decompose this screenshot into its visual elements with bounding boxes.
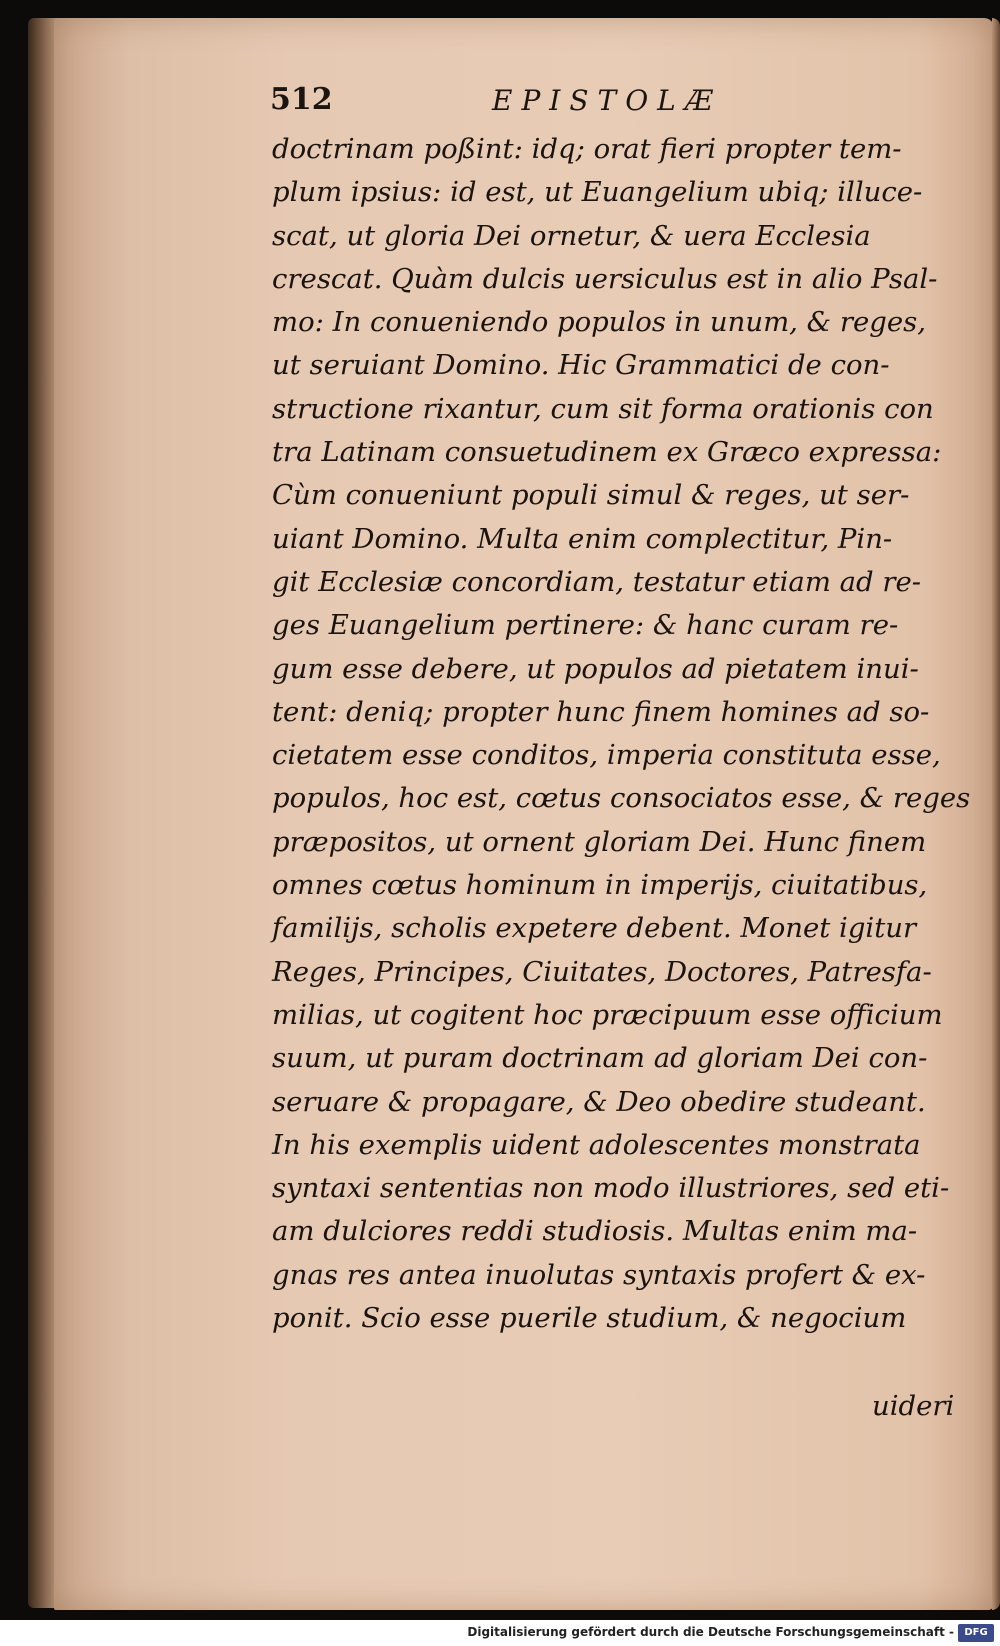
- text-line: syntaxi sententias non modo illustriores, sed eti-: [272, 1172, 950, 1205]
- page-number: 512: [270, 82, 333, 117]
- text-line: gum esse debere, ut populos ad pietatem inui-: [272, 652, 919, 685]
- text-line: mo: In conueniendo populos in unum, & reges,: [272, 306, 926, 339]
- text-line: præpositos, ut ornent gloriam Dei. Hunc finem: [272, 825, 927, 858]
- catchword: uideri: [872, 1390, 955, 1422]
- running-head: [270, 82, 910, 130]
- dfg-logo[interactable]: DFG: [958, 1624, 994, 1642]
- body-text: [272, 128, 971, 1340]
- text-line: suum, ut puram doctrinam ad gloriam Dei con-: [272, 1042, 928, 1075]
- text-line: am dulciores reddi studiosis. Multas enim ma-: [272, 1215, 918, 1248]
- text-line: tra Latinam consuetudinem ex Græco expressa:: [272, 436, 942, 469]
- text-line: ges Euangelium pertinere: & hanc curam re-: [272, 609, 899, 642]
- text-line: plum ipsius: id est, ut Euangelium ubiq; illuce-: [272, 176, 923, 209]
- header-title: EPISTOLÆ: [492, 84, 722, 117]
- text-line: crescat. Quàm dulcis uersiculus est in alio Psal-: [272, 262, 938, 295]
- footer-bar: [0, 1620, 1000, 1646]
- text-line: doctrinam poßint: idq; orat fieri propter tem-: [272, 133, 902, 165]
- text-line: populos, hoc est, cœtus consociatos esse, & reges: [272, 782, 971, 815]
- funding-credit: Digitalisierung gefördert durch die Deutsche Forschungsgemeinschaft -: [467, 1625, 954, 1639]
- text-line: Cùm conueniunt populi simul & reges, ut ser-: [272, 479, 910, 512]
- text-line: seruare & propagare, & Deo obedire studeant.: [272, 1085, 926, 1118]
- text-line: Reges, Principes, Ciuitates, Doctores, Patresfa-: [272, 955, 932, 988]
- text-line: uiant Domino. Multa enim complectitur, Pin-: [272, 522, 893, 555]
- text-line: scat, ut gloria Dei ornetur, & uera Ecclesia: [272, 219, 871, 252]
- text-line: omnes cœtus hominum in imperijs, ciuitatibus,: [272, 869, 928, 902]
- text-line: milias, ut cogitent hoc præcipuum esse officium: [272, 998, 943, 1031]
- text-line: In his exemplis uident adolescentes monstrata: [272, 1128, 921, 1161]
- text-line: familijs, scholis expetere debent. Monet igitur: [272, 912, 917, 945]
- text-line: tent: deniq; propter hunc finem homines ad so-: [272, 695, 930, 728]
- text-line: ponit. Scio esse puerile studium, & negocium: [272, 1302, 907, 1335]
- text-line: git Ecclesiæ concordiam, testatur etiam ad re-: [272, 565, 922, 598]
- text-line: ut seruiant Domino. Hic Grammatici de con-: [272, 349, 890, 382]
- text-line: cietatem esse conditos, imperia constituta esse,: [272, 739, 941, 772]
- text-line: gnas res antea inuolutas syntaxis profert & ex-: [272, 1258, 926, 1291]
- text-line: structione rixantur, cum sit forma orationis con: [272, 392, 934, 425]
